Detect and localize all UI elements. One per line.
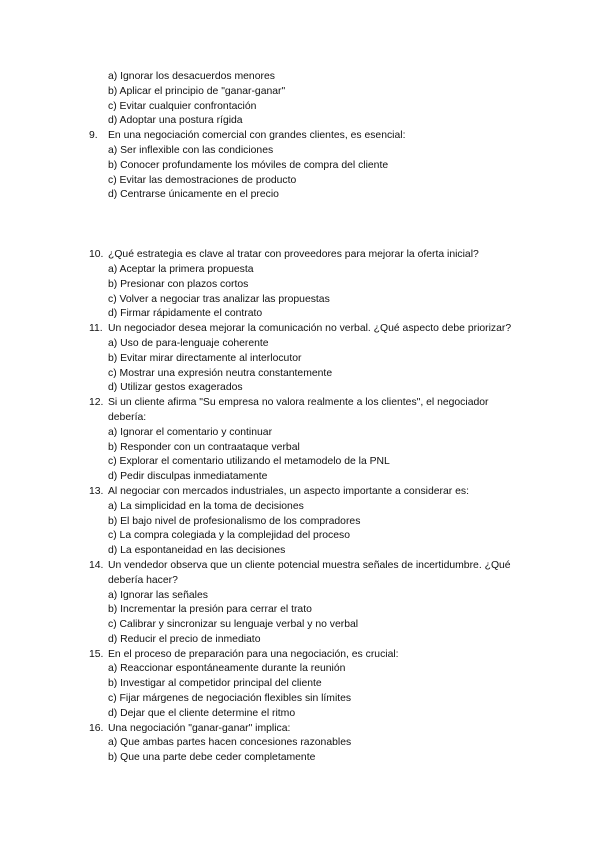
option: a) La simplicidad en la toma de decisiones xyxy=(108,500,304,512)
option: b) Conocer profundamente los móviles de compra del cliente xyxy=(108,159,389,171)
option: c) Evitar las demostraciones de producto xyxy=(108,174,297,186)
option: c) Volver a negociar tras analizar las propuestas xyxy=(108,293,330,305)
option: d) Pedir disculpas inmediatamente xyxy=(108,471,268,483)
question-number: 15. xyxy=(89,648,104,660)
option: b) Investigar al competidor principal del cliente xyxy=(108,678,322,690)
option: b) Incrementar la presión para cerrar el trato xyxy=(108,604,312,616)
option: b) Que una parte debe ceder completamente xyxy=(108,752,316,764)
question-number: 10. xyxy=(89,249,104,261)
previous-question-options xyxy=(0,70,600,129)
question-stem xyxy=(0,322,529,337)
question-stem xyxy=(0,248,529,263)
question-text: En una negociación comercial con grandes clientes, es esencial: xyxy=(108,130,406,142)
question-number: 12. xyxy=(89,397,104,409)
option: a) Ignorar los desacuerdos menores xyxy=(108,71,275,82)
option: d) Centrarse únicamente en el precio xyxy=(108,189,279,201)
question-13 xyxy=(0,485,600,559)
option: d) Dejar que el cliente determine el ritmo xyxy=(108,707,296,719)
question-text: ¿Qué estrategia es clave al tratar con proveedores para mejorar la oferta inicial? xyxy=(108,249,479,261)
question-text: En el proceso de preparación para una negociación, es crucial: xyxy=(108,648,399,660)
question-number: 13. xyxy=(89,485,104,497)
question-number: 11. xyxy=(89,323,103,335)
question-text: Una negociación "ganar-ganar" implica: xyxy=(108,722,291,734)
option: b) Evitar mirar directamente al interlocutor xyxy=(108,352,302,364)
option: a) Ser inflexible con las condiciones xyxy=(108,144,274,156)
option: b) Aplicar el principio de "ganar-ganar" xyxy=(108,85,286,97)
question-9 xyxy=(0,129,600,203)
question-stem xyxy=(0,722,529,737)
question-text: Un negociador desea mejorar la comunicación no verbal. ¿Qué aspecto debe priorizar? xyxy=(108,323,512,335)
question-11 xyxy=(0,322,600,396)
question-number: 14. xyxy=(89,559,104,571)
option: d) Utilizar gestos exagerados xyxy=(108,382,243,394)
option: c) Evitar cualquier confrontación xyxy=(108,100,257,112)
question-stem xyxy=(0,559,529,589)
option: a) Ignorar el comentario y continuar xyxy=(108,426,273,438)
question-15 xyxy=(0,648,600,722)
question-text: Si un cliente afirma "Su empresa no valora realmente a los clientes", el negociador debería: xyxy=(108,397,489,423)
option: a) Aceptar la primera propuesta xyxy=(108,263,254,275)
question-stem xyxy=(0,396,529,426)
question-stem xyxy=(0,485,529,500)
question-stem xyxy=(0,648,529,663)
option: b) Presionar con plazos cortos xyxy=(108,278,249,290)
option: c) Mostrar una expresión neutra constantemente xyxy=(108,367,333,379)
option: b) Responder con un contraataque verbal xyxy=(108,441,300,453)
question-number: 16. xyxy=(89,722,104,734)
question-12 xyxy=(0,396,600,485)
option: a) Uso de para-lenguaje coherente xyxy=(108,337,269,349)
option: d) Reducir el precio de inmediato xyxy=(108,633,261,645)
option: d) Firmar rápidamente el contrato xyxy=(108,308,263,320)
question-14 xyxy=(0,559,600,648)
question-text: Un vendedor observa que un cliente potencial muestra señales de incertidumbre. ¿Qué debería hacer? xyxy=(108,559,511,586)
option: d) Adoptar una postura rígida xyxy=(108,115,243,127)
question-stem xyxy=(0,129,529,144)
option: c) Calibrar y sincronizar su lenguaje verbal y no verbal xyxy=(108,619,359,631)
question-16 xyxy=(0,722,600,766)
question-text: Al negociar con mercados industriales, un aspecto importante a considerar es: xyxy=(108,485,469,497)
option: c) La compra colegiada y la complejidad del proceso xyxy=(108,530,351,542)
option: d) La espontaneidad en las decisiones xyxy=(108,545,286,557)
option: a) Reaccionar espontáneamente durante la reunión xyxy=(108,663,346,675)
question-10 xyxy=(0,248,600,322)
option: a) Ignorar las señales xyxy=(108,589,208,601)
question-number: 9. xyxy=(89,130,98,142)
option: b) El bajo nivel de profesionalismo de los compradores xyxy=(108,515,361,527)
page-gap xyxy=(0,203,600,248)
document-page xyxy=(0,70,600,766)
option: c) Fijar márgenes de negociación flexibles sin límites xyxy=(108,693,352,705)
option: c) Explorar el comentario utilizando el metamodelo de la PNL xyxy=(108,456,390,468)
option: a) Que ambas partes hacen concesiones razonables xyxy=(108,737,352,749)
